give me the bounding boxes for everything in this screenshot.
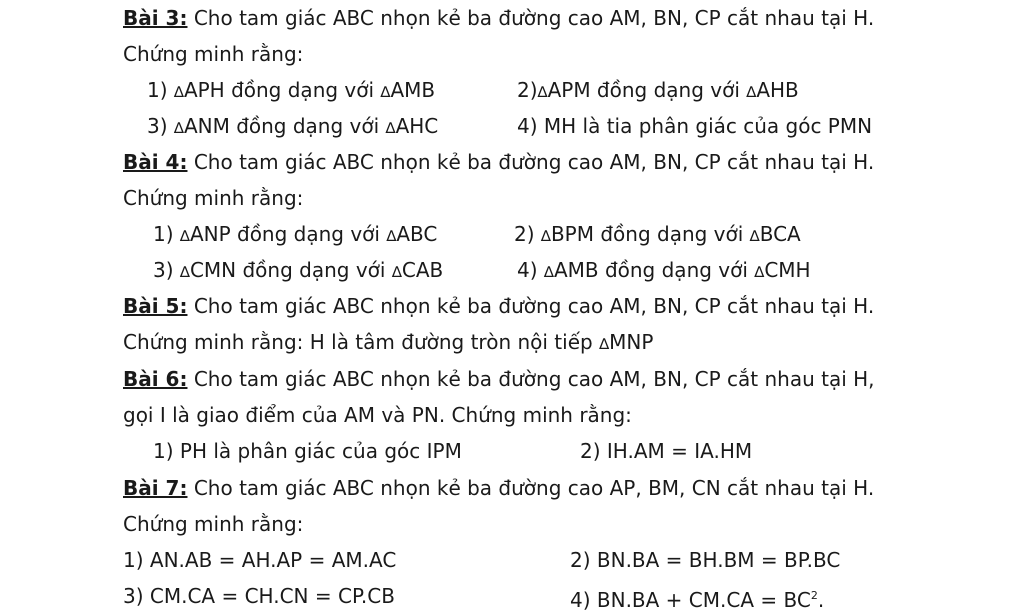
item: 3) ∆CMN đồng dạng với ∆CAB [153,258,444,282]
item: 2)∆APM đồng dạng với ∆AHB [517,78,799,102]
problem-stem: Cho tam giác ABC nhọn kẻ ba đường cao AM, BN, CP cắt nhau tại H, [193,367,875,391]
item: 1) ∆ANP đồng dạng với ∆ABC [153,222,438,246]
item: 1) PH là phân giác của góc IPM [153,439,462,463]
problem-6-heading [123,367,875,391]
item: 4) $BN.BA + CM.CA = BC^2$. [570,588,825,612]
problem-title: Bài 3: [123,6,188,30]
problem-title: Bài 6: [123,367,188,391]
item: 4) MH là tia phân giác của góc PMN [517,114,873,138]
problem-stem: Cho tam giác ABC nhọn kẻ ba đường cao AM, BN, CP cắt nhau tại H. [193,150,875,174]
problem-3-heading [123,6,874,30]
item: 2) BN.BA = BH.BM = BP.BC [570,548,841,572]
problem-title: Bài 5: [123,294,188,318]
problem-lead: Chứng minh rằng: H là tâm đường tròn nội tiếp ∆MNP [123,330,654,354]
problem-stem: Cho tam giác ABC nhọn kẻ ba đường cao AM, BN, CP cắt nhau tại H. [193,294,875,318]
problem-7-heading [123,476,874,500]
item: 2) ∆BPM đồng dạng với ∆BCA [514,222,801,246]
problem-lead: gọi I là giao điểm của AM và PN. Chứng minh rằng: [123,403,632,427]
item: 2) IH.AM = IA.HM [580,439,753,463]
problem-lead: Chứng minh rằng: [123,512,304,536]
problem-title: Bài 7: [123,476,188,500]
item: 1) AN.AB = AH.AP = AM.AC [123,548,397,572]
item: 3) ∆ANM đồng dạng với ∆AHC [147,114,439,138]
item: 4) ∆AMB đồng dạng với ∆CMH [517,258,811,282]
problem-lead: Chứng minh rằng: [123,42,304,66]
problem-4-heading [123,150,874,174]
problem-5-heading [123,294,874,318]
problem-stem: Cho tam giác ABC nhọn kẻ ba đường cao AM, BN, CP cắt nhau tại H. [193,6,875,30]
item: 3) CM.CA = CH.CN = CP.CB [123,584,395,608]
problem-stem: Cho tam giác ABC nhọn kẻ ba đường cao AP, BM, CN cắt nhau tại H. [193,476,875,500]
item: 1) ∆APH đồng dạng với ∆AMB [147,78,436,102]
problem-title: Bài 4: [123,150,188,174]
problem-lead: Chứng minh rằng: [123,186,304,210]
